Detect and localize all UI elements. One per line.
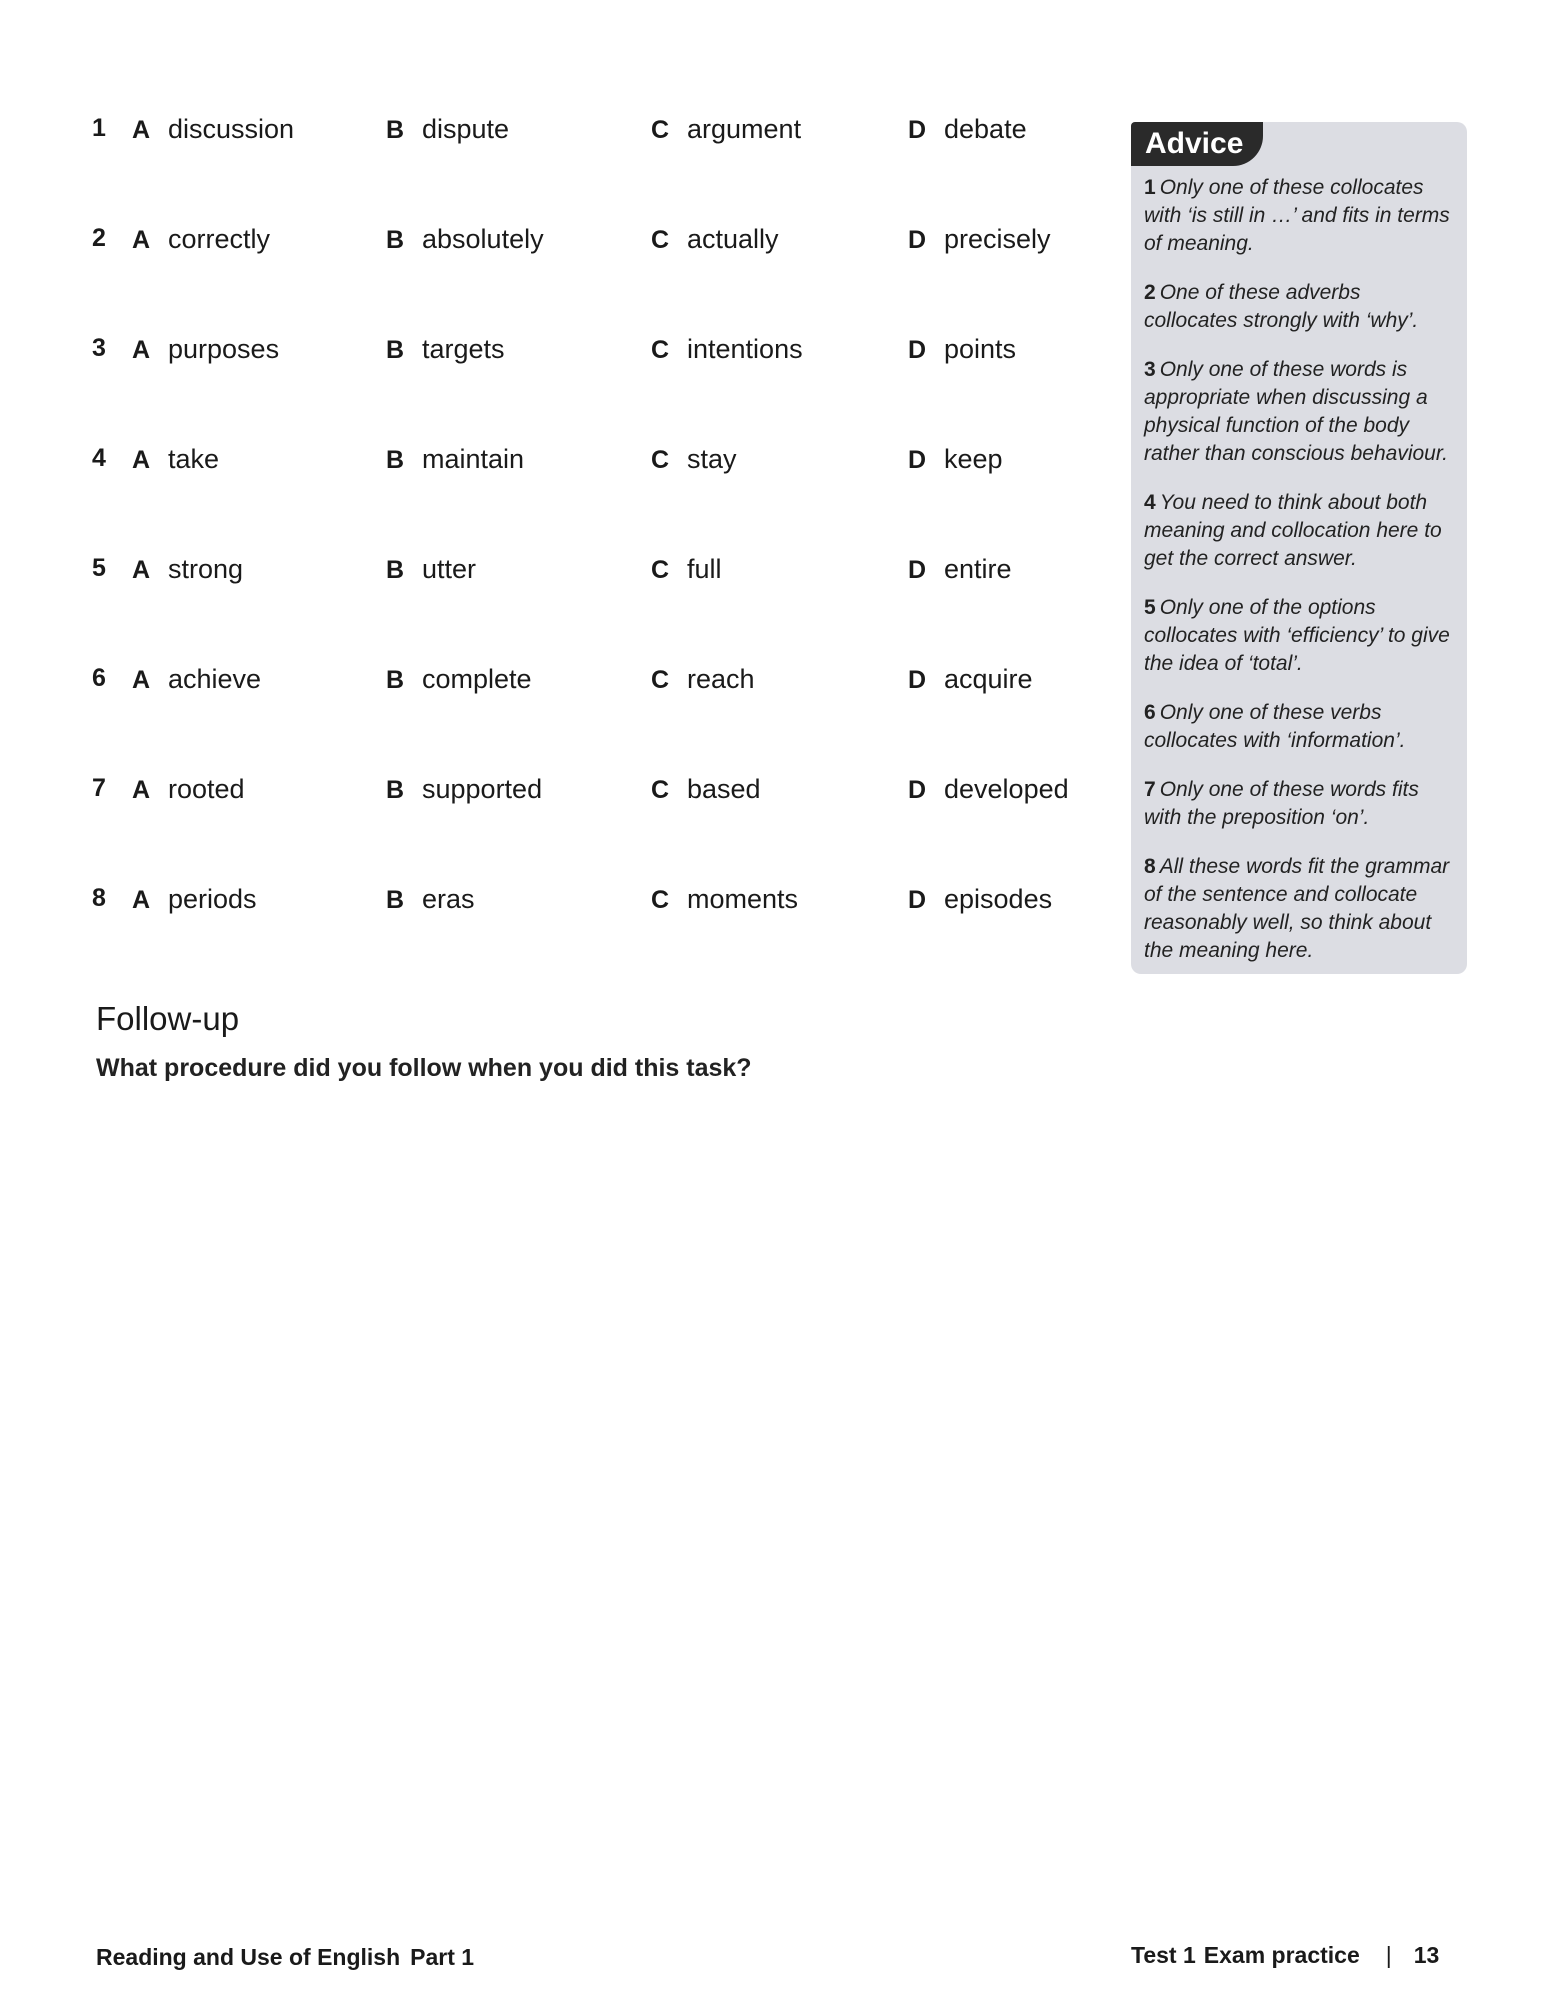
option-text: correctly [168,224,271,254]
option-d [908,224,1051,255]
option-letter: D [908,116,927,144]
advice-item-text: One of these adverbs collocates strongly with ‘why’. [1144,281,1419,332]
option-b [386,554,476,585]
question-number: 7 [92,774,106,802]
advice-item [1144,594,1457,678]
option-letter: A [132,556,151,584]
option-letter: B [386,556,405,584]
footer-part: Part 1 [410,1944,475,1970]
option-b [386,884,475,915]
advice-item-number: 6 [1144,701,1156,724]
option-b [386,444,524,475]
advice-item-text: Only one of these words is appropriate when discussing a physical function of the body rather than conscious behaviour. [1144,358,1448,465]
question-row [92,650,1102,760]
option-text: complete [422,664,532,694]
option-letter: C [651,556,670,584]
advice-item-number: 8 [1144,855,1156,878]
option-letter: B [386,776,405,804]
option-letter: A [132,776,151,804]
advice-item-text: All these words fit the grammar of the sentence and collocate reasonably well, so think about the meaning here. [1144,855,1450,962]
advice-item-number: 1 [1144,176,1156,199]
question-number: 8 [92,884,106,912]
question-number: 1 [92,114,106,142]
advice-item-text: Only one of the options collocates with ‘efficiency’ to give the idea of ‘total’. [1144,596,1450,675]
option-letter: B [386,116,405,144]
question-row [92,540,1102,650]
option-b [386,224,544,255]
option-text: periods [168,884,257,914]
option-a [132,774,245,805]
option-text: achieve [168,664,262,694]
option-text: eras [422,884,475,914]
option-letter: D [908,336,927,364]
question-row [92,100,1102,210]
option-letter: A [132,226,151,254]
option-letter: C [651,226,670,254]
option-letter: A [132,666,151,694]
option-text: targets [422,334,505,364]
option-d [908,444,1003,475]
option-letter: D [908,446,927,474]
option-letter: B [386,666,405,694]
option-text: episodes [944,884,1053,914]
advice-item [1144,699,1457,755]
option-d [908,554,1012,585]
advice-item-number: 2 [1144,281,1156,304]
option-a [132,334,279,365]
option-a [132,224,270,255]
option-text: full [687,554,722,584]
option-b [386,664,532,695]
option-text: utter [422,554,477,584]
option-letter: C [651,446,670,474]
question-row [92,870,1102,980]
option-a [132,554,243,585]
option-c [651,884,798,915]
advice-item [1144,174,1457,258]
option-a [132,114,294,145]
option-a [132,664,261,695]
option-c [651,664,755,695]
question-number: 3 [92,334,106,362]
option-letter: D [908,666,927,694]
question-number: 5 [92,554,106,582]
option-a [132,884,257,915]
advice-item [1144,279,1457,335]
footer-separator: | [1385,1942,1392,1968]
option-text: dispute [422,114,510,144]
advice-item [1144,356,1457,468]
option-letter: A [132,116,151,144]
question-number: 6 [92,664,106,692]
advice-item-number: 4 [1144,491,1156,514]
option-text: debate [944,114,1027,144]
option-letter: B [386,886,405,914]
option-text: intentions [687,334,803,364]
option-letter: D [908,886,927,914]
option-d [908,774,1069,805]
advice-item-text: Only one of these collocates with ‘is still in …’ and fits in terms of meaning. [1144,176,1450,255]
question-row [92,430,1102,540]
option-text: argument [687,114,802,144]
option-text: stay [687,444,737,474]
option-b [386,334,505,365]
option-text: actually [687,224,779,254]
option-text: moments [687,884,799,914]
option-text: supported [422,774,543,804]
advice-item [1144,853,1457,965]
option-c [651,774,761,805]
option-letter: C [651,336,670,364]
question-list [92,100,1102,980]
option-d [908,114,1027,145]
option-text: discussion [168,114,295,144]
option-b [386,774,542,805]
question-row [92,320,1102,430]
option-text: reach [687,664,755,694]
option-text: purposes [168,334,280,364]
option-a [132,444,219,475]
followup-question: What procedure did you follow when you did this task? [96,1054,752,1082]
advice-item-text: You need to think about both meaning and collocation here to get the correct answer. [1144,491,1442,570]
option-text: entire [944,554,1012,584]
question-row [92,760,1102,870]
option-letter: D [908,776,927,804]
option-text: keep [944,444,1003,474]
footer-test: Test 1 [1131,1942,1196,1968]
option-letter: C [651,776,670,804]
advice-item-number: 7 [1144,778,1156,801]
option-text: acquire [944,664,1033,694]
option-letter: C [651,666,670,694]
option-c [651,444,737,475]
question-row [92,210,1102,320]
option-text: absolutely [422,224,544,254]
option-letter: B [386,446,405,474]
option-letter: D [908,556,927,584]
option-d [908,884,1052,915]
option-letter: B [386,226,405,254]
question-number: 2 [92,224,106,252]
option-c [651,114,801,145]
option-text: precisely [944,224,1051,254]
option-letter: A [132,446,151,474]
advice-item [1144,489,1457,573]
option-text: take [168,444,220,474]
footer-test-label [1131,1942,1439,1969]
option-letter: C [651,886,670,914]
advice-box [1131,122,1467,974]
option-d [908,664,1033,695]
option-letter: B [386,336,405,364]
advice-item-text: Only one of these verbs collocates with ‘information’. [1144,701,1406,752]
advice-item-text: Only one of these words fits with the preposition ‘on’. [1144,778,1419,829]
option-c [651,224,779,255]
page-number: 13 [1413,1942,1440,1968]
advice-list [1144,174,1457,979]
option-letter: C [651,116,670,144]
option-text: developed [944,774,1069,804]
option-d [908,334,1016,365]
footer-exam-label: Exam practice [1203,1942,1360,1968]
advice-item-number: 5 [1144,596,1156,619]
followup-heading: Follow-up [96,1000,240,1037]
option-text: based [687,774,761,804]
option-c [651,554,722,585]
option-letter: A [132,336,151,364]
question-number: 4 [92,444,106,472]
footer-section-label [96,1944,474,1971]
option-text: maintain [422,444,525,474]
option-text: rooted [168,774,245,804]
option-text: points [944,334,1017,364]
option-c [651,334,803,365]
footer-section-name: Reading and Use of English [96,1944,401,1970]
advice-item [1144,776,1457,832]
option-text: strong [168,554,244,584]
advice-item-number: 3 [1144,358,1156,381]
advice-title: Advice [1131,122,1263,166]
option-letter: A [132,886,151,914]
option-letter: D [908,226,927,254]
option-b [386,114,509,145]
